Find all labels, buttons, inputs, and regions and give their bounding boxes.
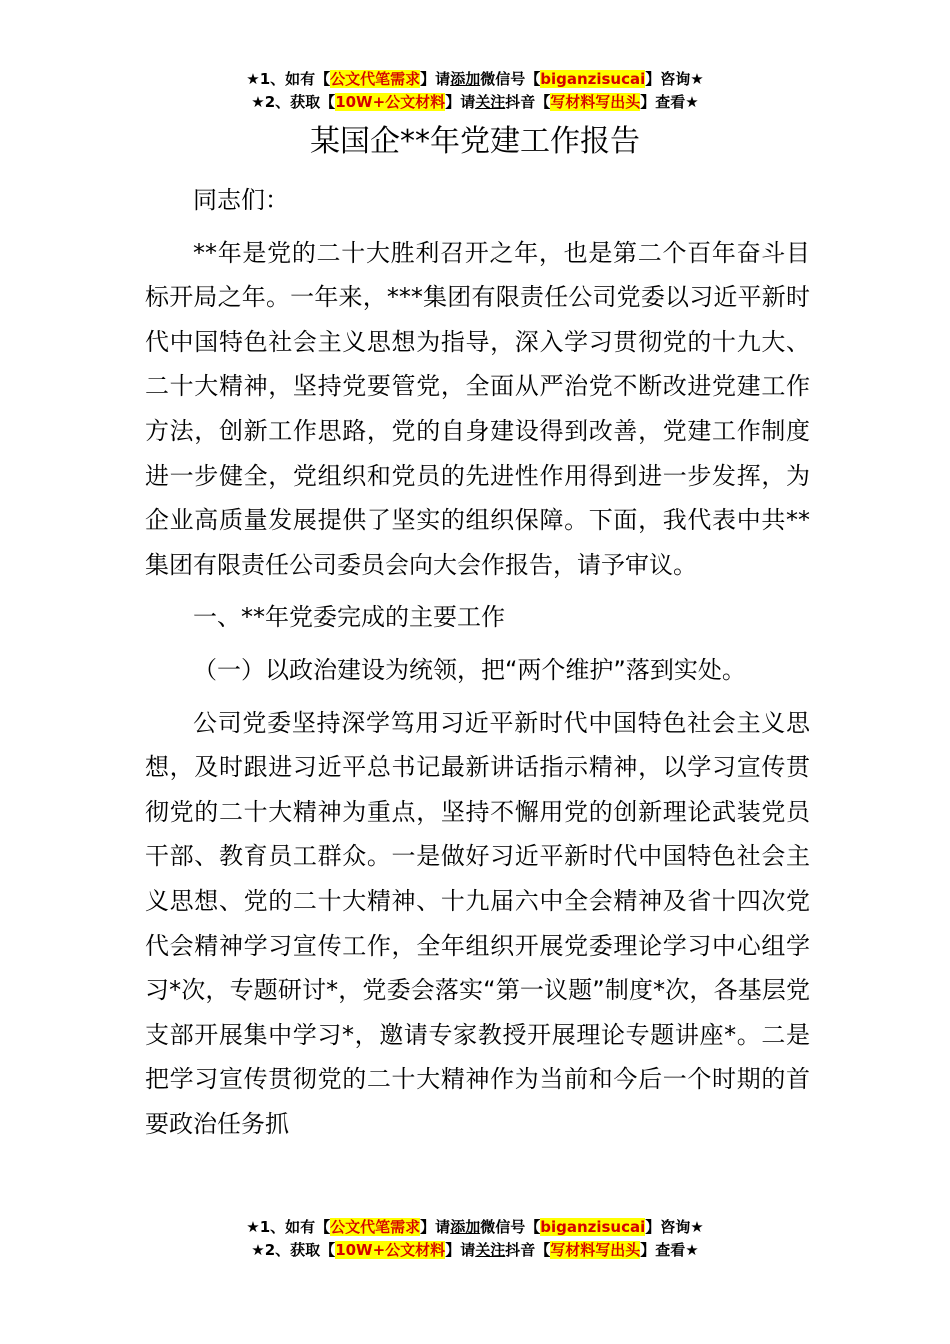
banner-text: 抖音【 [505,93,551,111]
banner-text: 微信号【 [480,70,541,88]
banner-highlight: 写材料写出头 [550,93,641,111]
banner-highlight: 公文代笔需求 [330,70,421,88]
banner-highlight: 10W+公文材料 [335,93,446,111]
paragraph-1: **年是党的二十大胜利召开之年，也是第二个百年奋斗目标开局之年。一年来，***集团有限责任公司党委以习近平新时代中国特色社会主义思想为指导，深入学习贯彻党的十九大、二十大精神，坚持党要管党，全面从严治党不断改进党建工作方法，创新工作思路，党的自身建设得到改善，党建工作制度进一步健全，党组织和党员的先进性作用得到进一步发挥，为企业高质量发展提供了坚实的组织保障。下面，我代表中共**集团有限责任公司委员会向大会作报告，请予审议。 [145,238,810,579]
banner-text: ★1、如有【 [246,1218,331,1236]
banner-text: ★2、获取【 [251,93,336,111]
banner-text: 抖音【 [505,1241,551,1259]
header-banner [0,68,950,114]
paragraph-2: 公司党委坚持深学笃用习近平新时代中国特色社会主义思想，及时跟进习近平总书记最新讲话指示精神，以学习宣传贯彻党的二十大精神为重点，坚持不懈用党的创新理论武装党员干部、教育员工群众。一是做好习近平新时代中国特色社会主义思想、党的二十大精神、十九届六中全会精神及省十四次党代会精神学习宣传工作，全年组织开展党委理论学习中心组学习*次，专题研讨*，党委会落实“第一议题”制度*次，各基层党支部开展集中学习*，邀请专家教授开展理论专题讲座*。二是把学习宣传贯彻党的二十大精神作为当前和今后一个时期的首要政治任务抓 [145,708,810,1138]
banner-underline: 关注 [475,93,506,111]
banner-highlight: 写材料写出头 [550,1241,641,1259]
banner-highlight: biganzisucai [540,1218,646,1236]
document-body [145,178,810,1146]
banner-text: 】请 [420,1218,451,1236]
banner-text: 】请 [445,93,476,111]
section-heading-1: 一、**年党委完成的主要工作 [193,603,505,632]
banner-highlight: 公文代笔需求 [330,1218,421,1236]
banner-text: 】咨询★ [645,70,704,88]
banner-text: ★1、如有【 [246,70,331,88]
banner-highlight: biganzisucai [540,70,646,88]
banner-highlight: 10W+公文材料 [335,1241,446,1259]
banner-line-2 [0,1239,950,1262]
document-title: 某国企**年党建工作报告 [310,124,640,159]
banner-text: 】请 [445,1241,476,1259]
banner-text: 】查看★ [640,1241,699,1259]
salutation: 同志们： [193,186,289,214]
banner-text: 】咨询★ [645,1218,704,1236]
banner-text: 】请 [420,70,451,88]
banner-text: 】查看★ [640,93,699,111]
banner-line-1 [0,1216,950,1239]
footer-banner [0,1216,950,1262]
section-heading-2: （一）以政治建设为统领，把“两个维护”落到实处。 [193,655,746,684]
banner-underline: 添加 [450,70,481,88]
banner-text: 微信号【 [480,1218,541,1236]
banner-text: ★2、获取【 [251,1241,336,1259]
banner-underline: 关注 [475,1241,506,1259]
banner-line-1 [0,68,950,91]
banner-underline: 添加 [450,1218,481,1236]
banner-line-2 [0,91,950,114]
